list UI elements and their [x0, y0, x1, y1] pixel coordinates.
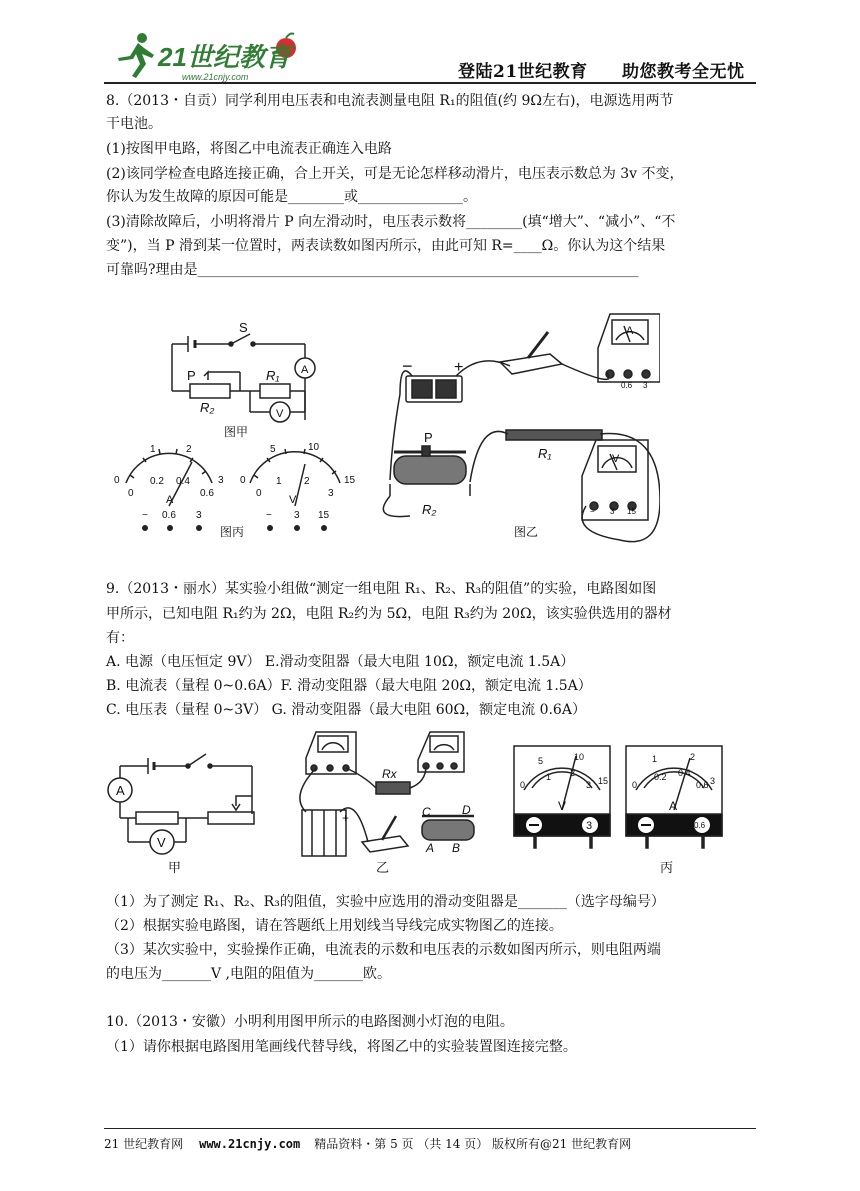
q9-v-inner-2: 2 — [570, 768, 576, 778]
q9-a-tick-1: 1 — [652, 754, 658, 764]
footer-site-link[interactable]: www.21cnjy.com — [199, 1137, 301, 1151]
q9-circuit-jia — [108, 754, 254, 854]
q8-line2: 干电池。 — [106, 116, 162, 132]
voltmeter-tick-0: 0 — [240, 475, 246, 486]
ammeter-inner-0: 0 — [128, 488, 134, 499]
header-divider — [104, 82, 756, 84]
ammeter-device-terminal-3: 3 — [643, 381, 648, 390]
header — [0, 0, 860, 90]
voltmeter-dial-label: V — [289, 494, 297, 506]
q9-a-tick-2: 2 — [690, 752, 696, 762]
voltmeter-device-terminal-15: 15 — [627, 507, 636, 516]
r2-device-label: R₂ — [422, 502, 437, 517]
q9-v-tick-5: 5 — [538, 756, 544, 766]
q8-line4: (2)该同学检查电路连接正确，合上开关，可是无论怎样移动滑片，电压表示数总为 3v 不变， — [106, 166, 684, 182]
q9-a-inner-04: 0.4 — [678, 768, 691, 778]
ammeter-terminal-06: 0.6 — [162, 510, 176, 521]
q9-v-tick-10: 10 — [574, 752, 585, 762]
q9-line1: 9.（2013・丽水）某实验小组做“测定一组电阻 R₁、R₂、R₃的阻值”的实验，电路图如图 — [106, 581, 657, 597]
switch-lever — [231, 334, 250, 344]
footer — [104, 1135, 631, 1152]
voltmeter-inner-2: 2 — [304, 476, 310, 487]
caption-jia: 图甲 — [224, 425, 249, 439]
q9-battery-plus: + — [342, 811, 350, 825]
logo — [108, 28, 308, 84]
label-p: P — [187, 368, 196, 383]
q9-a-inner-02: 0.2 — [654, 772, 667, 782]
runner-icon — [118, 33, 154, 78]
q9-a-dial-label: A — [669, 799, 678, 813]
q9-figure — [100, 726, 730, 886]
ammeter-tick-1: 1 — [150, 444, 156, 455]
label-r2: R₂ — [200, 400, 215, 415]
caption-bing: 图丙 — [220, 525, 245, 539]
voltmeter-inner-0: 0 — [256, 488, 262, 499]
q10-line2: （1）请你根据电路图用笔画线代替导线，将图乙中的实验装置图连接完整。 — [106, 1039, 577, 1055]
q9-line2: 甲所示，已知电阻 R₁约为 2Ω，电阻 R₂约为 5Ω，电阻 R₃约为 20Ω，该实验供选用的器材 — [106, 606, 672, 622]
q8-line7: 变”)，当 P 滑到某一位置时，两表读数如图丙所示，由此可知 R=____Ω。你认为这个结果 — [106, 238, 666, 254]
label-s: S — [239, 320, 248, 335]
rheostat-symbol — [190, 384, 230, 398]
q9-switch-device — [362, 836, 408, 852]
q10-line1: 10.（2013・安徽）小明利用图甲所示的电路图测小灯泡的电阻。 — [106, 1014, 514, 1030]
footer-left: 21 世纪教育网 — [104, 1137, 184, 1151]
voltmeter-device-label: V — [612, 453, 620, 465]
ammeter-inner-2: 0.4 — [176, 476, 190, 487]
ammeter-terminal-3: 3 — [196, 510, 202, 521]
q8-line8: 可靠吗?理由是_______________________________________________________________ — [106, 262, 639, 278]
q9-voltmeter-dial — [514, 746, 610, 848]
voltmeter-tick-10: 10 — [308, 442, 320, 453]
label-r1: R₁ — [266, 368, 280, 383]
voltmeter-terminal-3: 3 — [294, 510, 300, 521]
q9-rheostat-symbol — [208, 812, 254, 824]
battery-plus: + — [454, 359, 464, 376]
voltmeter-device-terminal-3: 3 — [610, 507, 615, 516]
q9-v-inner-1: 1 — [546, 772, 552, 782]
voltmeter-tick-15: 15 — [344, 475, 356, 486]
ammeter-tick-2: 2 — [186, 444, 192, 455]
q9-resistor-symbol — [136, 812, 178, 824]
q9-terminal-a: A — [426, 841, 435, 855]
q9-v-terminal-3: 3 — [586, 820, 593, 832]
voltmeter-tick-5: 5 — [270, 444, 276, 455]
ammeter-inner-3: 0.6 — [200, 488, 214, 499]
q9-option-a: A. 电源（电压恒定 9V） E.滑动变阻器（最大电阻 10Ω，额定电流 1.5A） — [106, 654, 575, 670]
q9-terminal-c: C — [422, 805, 431, 819]
voltmeter-device-terminal-neg: − — [590, 507, 595, 516]
q9-caption-yi: 乙 — [376, 860, 390, 875]
ammeter-device-label: A — [626, 325, 634, 337]
q9-apparatus-yi — [300, 732, 474, 856]
rheostat-p-label: P — [424, 430, 433, 445]
ammeter-label: A — [301, 364, 309, 376]
rheostat-device — [394, 456, 466, 484]
q9-a-terminal-06: 0.6 — [694, 821, 706, 830]
q8-line6: (3)清除故障后，小明将滑片 P 向左滑动时，电压表示数将________(填“增大”、“减小”、“不 — [106, 214, 676, 230]
logo-text: 21世纪教育 — [158, 42, 291, 72]
q9-a-tick-3: 3 — [710, 776, 716, 786]
q8-line1: 8.（2013・自贡）同学利用电压表和电流表测量电阻 R₁的阻值(约 9Ω左右)，电源选用两节 — [106, 93, 674, 109]
voltmeter-label: V — [276, 408, 284, 420]
q9-a-tick-0: 0 — [632, 780, 638, 790]
q9-v-inner-3: 3 — [586, 780, 592, 790]
voltmeter-inner-3: 3 — [328, 488, 334, 499]
voltmeter-terminal-neg: − — [266, 510, 272, 521]
ammeter-inner-1: 0.2 — [150, 476, 164, 487]
q9-rx-device — [376, 782, 410, 794]
q9-caption-jia: 甲 — [168, 860, 182, 875]
logo-url: www.21cnjy.com — [182, 72, 249, 82]
q9-sub3b: 的电压为_______V ,电阻的阻值为_______欧。 — [106, 966, 392, 982]
caption-yi: 图乙 — [514, 525, 539, 539]
q9-v-dial-label: V — [558, 799, 567, 813]
ammeter-terminal-neg: − — [142, 510, 148, 521]
voltmeter-inner-1: 1 — [276, 476, 282, 487]
header-slogan-left: 登陆21世纪教育 — [458, 62, 588, 82]
q9-terminal-d: D — [462, 803, 471, 817]
q9-v-tick-15: 15 — [598, 776, 609, 786]
q9-sub1: （1）为了测定 R₁、R₂、R₃的阻值，实验中应选用的滑动变阻器是_______（选字母编号） — [106, 894, 665, 910]
footer-divider — [104, 1128, 756, 1129]
q9-sub2: （2）根据实验电路图，请在答题纸上用划线当导线完成实物图乙的连接。 — [106, 918, 563, 934]
q9-rx-label: Rx — [382, 767, 397, 781]
q9-option-b: B. 电流表（量程 0~0.6A）F. 滑动变阻器（最大电阻 20Ω，额定电流 1.5A） — [106, 678, 592, 694]
q9-option-c: C. 电压表（量程 0~3V） G. 滑动变阻器（最大电阻 60Ω，额定电流 0.6A） — [106, 702, 586, 718]
battery-minus: − — [402, 356, 413, 376]
q9-sub3a: （3）某次实验中，实验操作正确，电流表的示数和电压表的示数如图丙所示，则电阻两端 — [106, 942, 661, 958]
ammeter-tick-3: 3 — [218, 475, 224, 486]
switch-device — [500, 354, 562, 374]
q9-line3: 有： — [106, 630, 134, 646]
resistor-r1-device — [506, 430, 602, 440]
q9-ammeter-label: A — [116, 783, 125, 798]
ammeter-tick-0: 0 — [114, 475, 120, 486]
q9-voltmeter-label: V — [157, 835, 166, 850]
q9-a-inner-06: 0.6 — [696, 780, 709, 790]
resistor-r1-symbol — [260, 384, 290, 398]
footer-right: 精品资料・第 5 页 （共 14 页） 版权所有@21 世纪教育网 — [314, 1137, 632, 1151]
ammeter-device-terminal-neg: − — [605, 375, 610, 384]
q9-terminal-b: B — [452, 841, 461, 855]
voltmeter-terminal-15: 15 — [318, 510, 330, 521]
ammeter-device-terminal-06: 0.6 — [621, 381, 633, 390]
q9-caption-bing: 丙 — [660, 860, 674, 875]
q9-v-tick-0: 0 — [520, 780, 526, 790]
q9-rheostat-device — [422, 820, 474, 840]
q8-line5: 你认为发生故障的原因可能是________或_______________。 — [106, 189, 477, 205]
r1-device-label: R₁ — [538, 446, 552, 461]
q9-ammeter-dial — [626, 746, 722, 848]
header-slogan-right: 助您教考全无忧 — [622, 62, 745, 82]
ammeter-dial-label: A — [166, 494, 174, 506]
q8-line3: (1)按图甲电路，将图乙中电流表正确连入电路 — [106, 141, 392, 157]
q8-figure — [100, 300, 660, 555]
